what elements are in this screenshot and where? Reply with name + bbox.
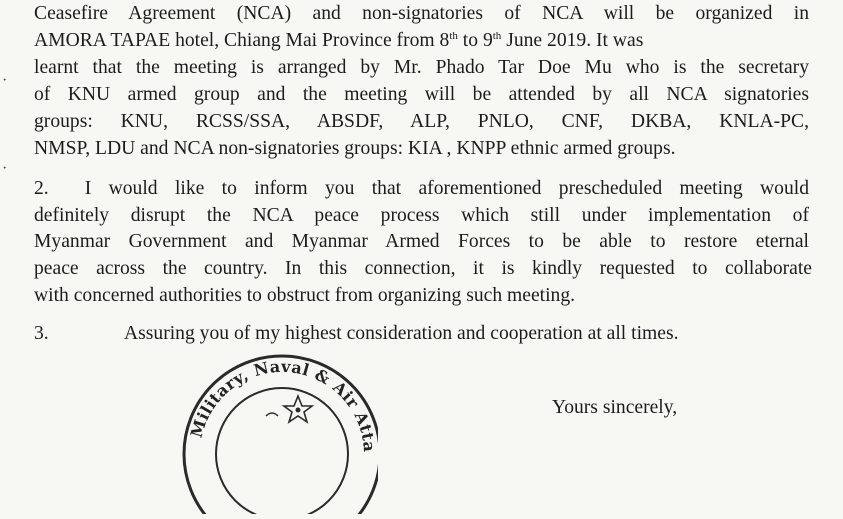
para1-line2 (34, 30, 643, 52)
superscript-th: th (449, 30, 458, 42)
para2-line2: definitely disrupt the NCA peace process which still under implementation of (34, 205, 809, 226)
margin-mark: · (2, 72, 8, 89)
para1-line2-text-a: AMORA TAPAE hotel, Chiang Mai Province from 8 (34, 30, 450, 51)
para2-line4: peace across the country. In this connection, it is kindly requested to collaborate (34, 258, 812, 279)
para2-number: 2. (34, 178, 49, 199)
closing-salutation: Yours sincerely, (552, 397, 678, 418)
para1-line4: of KNU armed group and the meeting will be attended by all NCA signatories (34, 84, 809, 105)
para2-line1-text: I would like to inform you that aforementioned prescheduled meeting would (84, 178, 809, 199)
para1-line2-text-b: to 9 (457, 30, 493, 51)
para3-number: 3. (34, 323, 49, 344)
para3-text: Assuring you of my highest consideration and cooperation at all times. (124, 323, 679, 344)
seal-text: Military, Naval & Air Atta (186, 356, 378, 453)
superscript-th: th (492, 30, 502, 42)
para2-line1 (34, 178, 809, 200)
star-emblem-icon (284, 396, 312, 422)
official-seal (178, 344, 378, 453)
seal-stamp-graphic (178, 344, 378, 514)
para2-line5: with concerned authorities to obstruct from organizing such meeting. (34, 285, 576, 306)
para1-line6: NMSP, LDU and NCA non-signatories groups: KIA , KNPP ethnic armed groups. (34, 138, 676, 159)
svg-text:Military, Naval & Air Attache (178, 344, 378, 453)
margin-mark: · (2, 160, 8, 177)
para1-line3: learnt that the meeting is arranged by Mr. Phado Tar Doe Mu who is the secretary (34, 57, 809, 78)
para2-line3: Myanmar Government and Myanmar Armed Forces to be able to restore eternal (34, 231, 809, 252)
para1-line2-text-c: June 2019. It was (501, 30, 644, 51)
para1-line1: Ceasefire Agreement (NCA) and non-signatories of NCA will be organized in (34, 3, 809, 24)
para1-line5: groups: KNU, RCSS/SSA, ABSDF, ALP, PNLO, CNF, DKBA, KNLA-PC, (34, 111, 809, 132)
